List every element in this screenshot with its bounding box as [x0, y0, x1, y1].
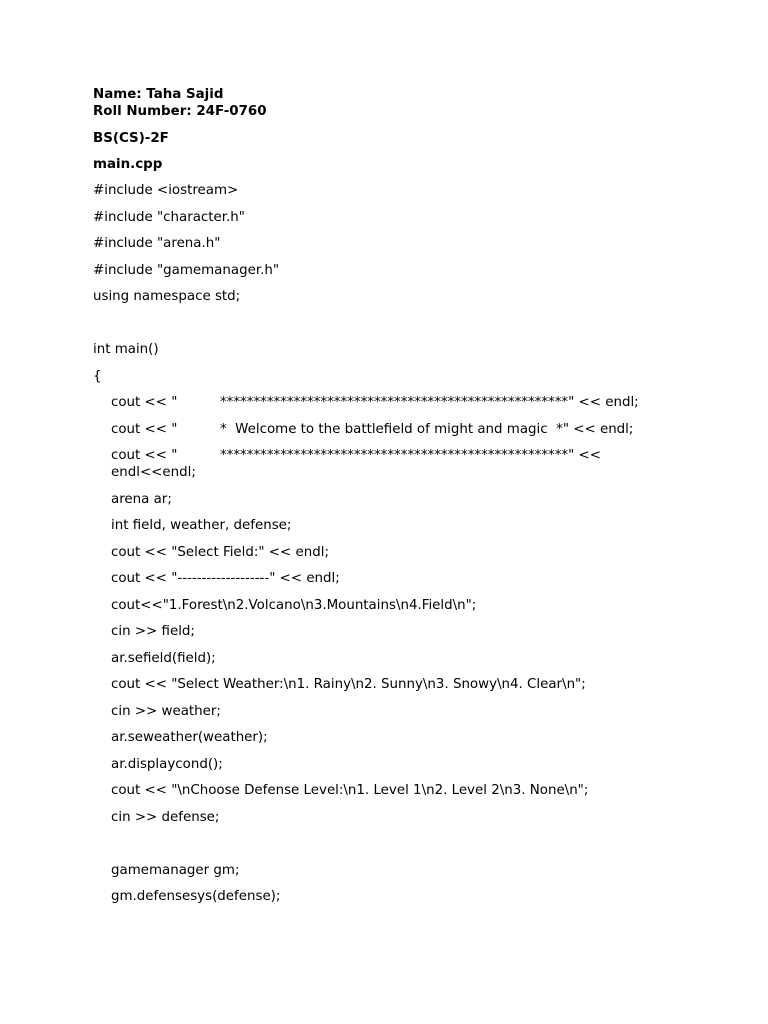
code-line: int field, weather, defense; [111, 518, 292, 533]
code-line: cout << "Select Weather:\n1. Rainy\n2. Sunny\n3. Snowy\n4. Clear\n"; [111, 677, 586, 692]
class-section: BS(CS)-2F [93, 131, 169, 146]
file-title: main.cpp [93, 157, 163, 172]
code-line-wrapped-text: cout << " ****************************************************" << endl<<endl; [111, 448, 606, 480]
code-line: ar.seweather(weather); [111, 730, 268, 745]
code-line: cin >> field; [111, 624, 195, 639]
code-line: { [93, 368, 102, 384]
code-line: ar.sefield(field); [111, 650, 216, 666]
roll-number: Roll Number: 24F-0760 [93, 104, 267, 119]
code-line: cin >> weather; [111, 703, 221, 719]
code-line: gm.defensesys(defense); [111, 889, 281, 904]
code-line-wrapped [93, 447, 673, 481]
code-line: cout << "\nChoose Defense Level:\n1. Level 1\n2. Level 2\n3. None\n"; [111, 783, 589, 798]
student-name: Name: Taha Sajid [93, 87, 224, 102]
code-line: arena ar; [111, 491, 172, 507]
blank-line [93, 835, 673, 852]
code-line: cout << "Select Field:" << endl; [111, 544, 329, 560]
code-line: cout << " * Welcome to the battlefield of might and magic *" << endl; [111, 421, 634, 437]
code-line: #include "gamemanager.h" [93, 262, 279, 278]
code-line: ar.displaycond(); [111, 756, 223, 772]
document-content [93, 86, 673, 905]
code-line: cout << "-------------------" << endl; [111, 571, 340, 586]
code-line: using namespace std; [93, 289, 241, 304]
code-line: cout << " ****************************************************" << endl; [111, 395, 639, 410]
code-line: #include "character.h" [93, 209, 245, 225]
code-line: #include <iostream> [93, 183, 239, 198]
code-line: #include "arena.h" [93, 236, 221, 251]
blank-line [93, 315, 673, 332]
code-line: cout<<"1.Forest\n2.Volcano\n3.Mountains\n4.Field\n"; [111, 597, 477, 613]
code-line: gamemanager gm; [111, 862, 240, 878]
code-line: int main() [93, 342, 159, 357]
code-line: cin >> defense; [111, 809, 220, 825]
